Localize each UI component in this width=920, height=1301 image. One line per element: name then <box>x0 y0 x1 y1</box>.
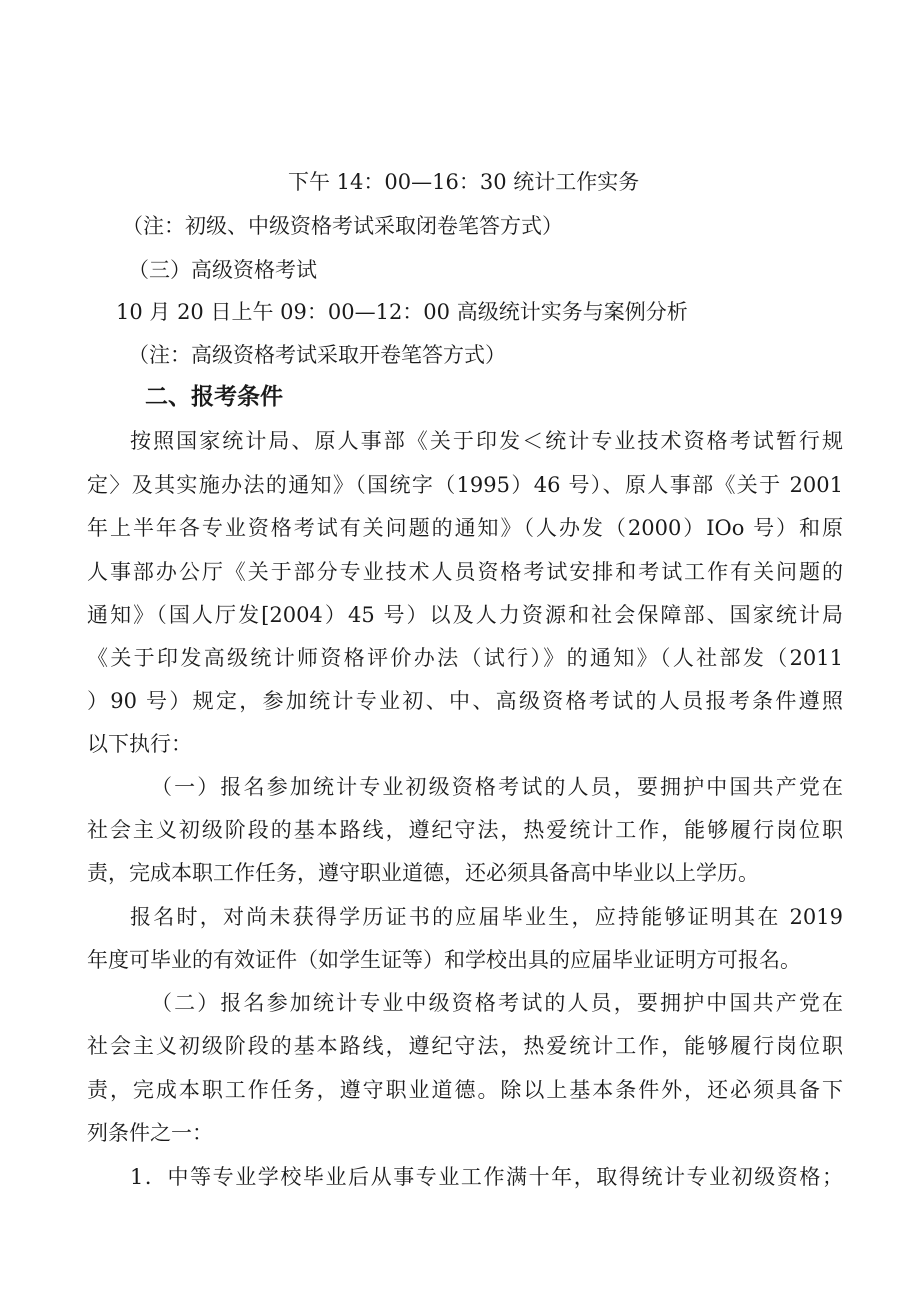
item-two-line: 社会主义初级阶段的基本路线，遵纪守法，热爱统计工作，能够履行岗位职 <box>87 1034 843 1058</box>
note-closed-book: （注：初级、中级资格考试采取闭卷笔答方式） <box>122 214 563 238</box>
graduate-note-line: 报名时，对尚未获得学历证书的应届毕业生，应持能够证明其在 2019 <box>130 905 843 929</box>
intro-line: 《关于印发高级统计师资格评价办法（试行）》的通知》（人社部发（2011 <box>87 646 843 670</box>
graduate-note-line: 年度可毕业的有效证件（如学生证等）和学校出具的应届毕业证明方可报名。 <box>87 948 801 972</box>
item-two-line: （二）报名参加统计专业中级资格考试的人员，要拥护中国共产党在 <box>151 991 843 1015</box>
section-heading: 二、报考条件 <box>145 384 283 410</box>
senior-exam-session: 10 月 20 日上午 09：00—12：00 高级统计实务与案例分析 <box>116 300 688 324</box>
intro-line: 年上半年各专业资格考试有关问题的通知》（人办发（2000）IOo 号）和原 <box>87 516 843 540</box>
item-one-line: （一）报名参加统计专业初级资格考试的人员，要拥护中国共产党在 <box>151 775 843 799</box>
item-two-line: 责，完成本职工作任务，遵守职业道德。除以上基本条件外，还必须具备下 <box>87 1078 843 1102</box>
note-open-book: （注：高级资格考试采取开卷笔答方式） <box>128 343 506 367</box>
intro-line: 通知》（国人厅发[2004）45 号）以及人力资源和社会保障部、国家统计局 <box>87 603 843 627</box>
condition-one: 1．中等专业学校毕业后从事专业工作满十年，取得统计专业初级资格； <box>130 1165 843 1189</box>
senior-exam-heading: （三）高级资格考试 <box>128 258 317 282</box>
intro-line: 按照国家统计局、原人事部《关于印发＜统计专业技术资格考试暂行规 <box>130 429 843 453</box>
intro-line: 以下执行： <box>87 732 192 756</box>
intro-line: 人事部办公厅《关于部分专业技术人员资格考试安排和考试工作有关问题的 <box>87 560 843 584</box>
item-one-line: 责，完成本职工作任务，遵守职业道德，还必须具备高中毕业以上学历。 <box>87 861 759 885</box>
intro-line: 定〉及其实施办法的通知》（国统字（1995）46 号）、原人事部《关于 2001 <box>87 473 843 497</box>
item-two-line: 列条件之一： <box>87 1121 213 1145</box>
intro-line: ）90 号）规定，参加统计专业初、中、高级资格考试的人员报考条件遵照 <box>87 689 843 713</box>
item-one-line: 社会主义初级阶段的基本路线，遵纪守法，热爱统计工作，能够履行岗位职 <box>87 818 843 842</box>
exam-time-afternoon: 下午 14：00—16：30 统计工作实务 <box>288 170 640 194</box>
